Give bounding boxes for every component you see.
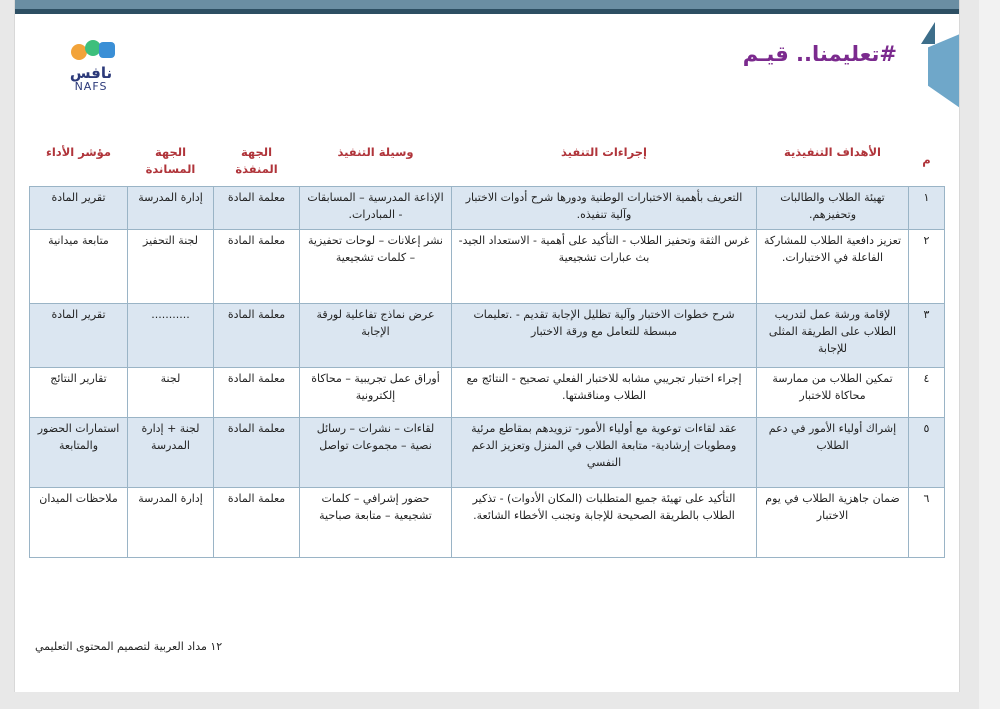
cell-executor: معلمة المادة bbox=[214, 304, 300, 368]
cell-support: إدارة المدرسة bbox=[128, 488, 214, 558]
cell-executor: معلمة المادة bbox=[214, 488, 300, 558]
top-banner-stripe bbox=[15, 9, 959, 14]
logo-arabic-text: نافس bbox=[69, 64, 113, 82]
scrollbar[interactable] bbox=[979, 0, 1000, 709]
cell-executor: معلمة المادة bbox=[214, 418, 300, 488]
table-row bbox=[30, 230, 945, 304]
page-number: ١٢ bbox=[210, 640, 223, 653]
cell-number: ٦ bbox=[909, 488, 945, 558]
col-header-means: وسيلة التنفيذ bbox=[337, 145, 414, 159]
cell-objective: ضمان جاهزية الطلاب في يوم الاختبار bbox=[757, 488, 909, 558]
footer-text: مداد العربية لتصميم المحتوى التعليمي bbox=[35, 640, 207, 653]
cell-procedure: شرح خطوات الاختبار وآلية تظليل الإجابة تقديم - .تعليمات مبسطة للتعامل مع ورقة الاختبار bbox=[452, 304, 757, 368]
cell-means: الإذاعة المدرسية – المسابقات - المبادرات. bbox=[300, 187, 452, 230]
col-header-support: الجهة المساندة bbox=[145, 145, 196, 176]
table-row bbox=[30, 304, 945, 368]
plan-table bbox=[29, 142, 945, 558]
cell-number: ٢ bbox=[909, 230, 945, 304]
table-row bbox=[30, 488, 945, 558]
table-header-row bbox=[30, 142, 945, 187]
cell-number: ٤ bbox=[909, 368, 945, 418]
cell-procedure: عقد لقاءات توعوية مع أولياء الأمور- تزويدهم بمقاطع مرئية ومطويات إرشادية- متابعة الطلاب في المنزل وتعزيز الدعم النفسي bbox=[452, 418, 757, 488]
table-row bbox=[30, 368, 945, 418]
cell-indicator: استمارات الحضور والمتابعة bbox=[30, 418, 128, 488]
col-header-number: م bbox=[922, 153, 931, 167]
hashtag-title: #تعليمنا.. قيـم bbox=[742, 42, 897, 66]
logo-english-text: NAFS bbox=[74, 80, 108, 93]
cell-indicator: تقارير النتائج bbox=[30, 368, 128, 418]
cell-indicator: تقرير المادة bbox=[30, 187, 128, 230]
cell-number: ١ bbox=[909, 187, 945, 230]
cell-procedure: التأكيد على تهيئة جميع المتطلبات (المكان الأدوات) - تذكير الطلاب بالطريقة الصحيحة للإجابة وتجنب الأخطاء الشائعة. bbox=[452, 488, 757, 558]
cell-objective: تمكين الطلاب من ممارسة محاكاة للاختبار bbox=[757, 368, 909, 418]
cell-number: ٣ bbox=[909, 304, 945, 368]
cell-executor: معلمة المادة bbox=[214, 230, 300, 304]
col-header-objectives: الأهداف التنفيذية bbox=[784, 145, 881, 159]
document-page bbox=[14, 0, 960, 692]
cell-support: لجنة + إدارة المدرسة bbox=[128, 418, 214, 488]
corner-decoration bbox=[928, 34, 960, 108]
page-footer bbox=[35, 640, 222, 653]
cell-means: أوراق عمل تجريبية – محاكاة إلكترونية bbox=[300, 368, 452, 418]
cell-indicator: ملاحظات الميدان bbox=[30, 488, 128, 558]
cell-objective: تهيئة الطلاب والطالبات وتحفيزهم. bbox=[757, 187, 909, 230]
cell-objective: تعزيز دافعية الطلاب للمشاركة الفاعلة في الاختبارات. bbox=[757, 230, 909, 304]
table-row bbox=[30, 187, 945, 230]
col-header-indicator: مؤشر الأداء bbox=[45, 145, 112, 159]
cell-support: لجنة التحفيز bbox=[128, 230, 214, 304]
table-row bbox=[30, 418, 945, 488]
cell-number: ٥ bbox=[909, 418, 945, 488]
cell-means: عرض نماذج تفاعلية لورقة الإجابة bbox=[300, 304, 452, 368]
cell-objective: لإقامة ورشة عمل لتدريب الطلاب على الطريقة المثلى للإجابة bbox=[757, 304, 909, 368]
cell-indicator: تقرير المادة bbox=[30, 304, 128, 368]
cell-procedure: التعريف بأهمية الاختبارات الوطنية ودورها شرح أدوات الاختبار وآلية تنفيذه. bbox=[452, 187, 757, 230]
cell-means: حضور إشرافي – كلمات تشجيعية – متابعة صباحية bbox=[300, 488, 452, 558]
cell-executor: معلمة المادة bbox=[214, 368, 300, 418]
cell-procedure: غرس الثقة وتحفيز الطلاب - التأكيد على أهمية - الاستعداد الجيد- بث عبارات تشجيعية bbox=[452, 230, 757, 304]
cell-indicator: متابعة ميدانية bbox=[30, 230, 128, 304]
col-header-executor: الجهة المنفذة bbox=[235, 145, 278, 176]
cell-procedure: إجراء اختبار تجريبي مشابه للاختبار الفعلي تصحيح - النتائج مع الطلاب ومناقشتها. bbox=[452, 368, 757, 418]
cell-means: لقاءات – نشرات – رسائل نصية – مجموعات تواصل bbox=[300, 418, 452, 488]
cell-support: إدارة المدرسة bbox=[128, 187, 214, 230]
logo-shape-blue bbox=[99, 42, 115, 58]
corner-decoration-dark bbox=[921, 22, 935, 44]
cell-objective: إشراك أولياء الأمور في دعم الطلاب bbox=[757, 418, 909, 488]
cell-support: لجنة bbox=[128, 368, 214, 418]
nafs-logo bbox=[55, 30, 141, 92]
col-header-procedures: إجراءات التنفيذ bbox=[561, 145, 647, 159]
cell-means: نشر إعلانات – لوحات تحفيزية – كلمات تشجيعية bbox=[300, 230, 452, 304]
cell-executor: معلمة المادة bbox=[214, 187, 300, 230]
cell-support: ........... bbox=[128, 304, 214, 368]
